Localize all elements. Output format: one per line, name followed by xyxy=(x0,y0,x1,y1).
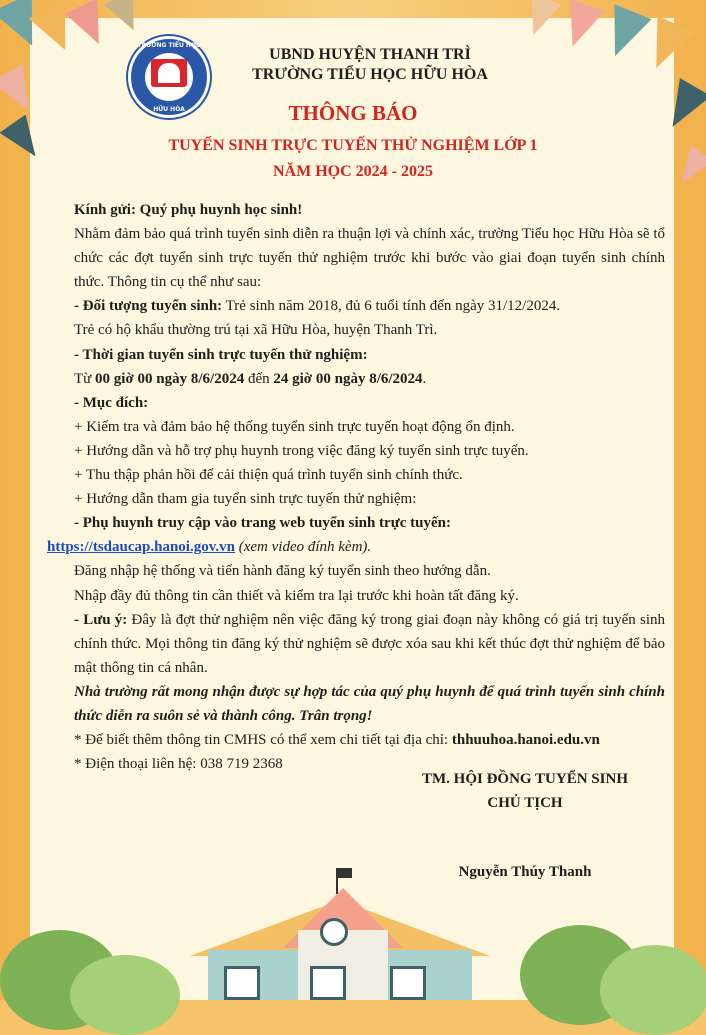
notice-subtitle: TUYỂN SINH TRỰC TUYẾN THỬ NGHIỆM LỚP 1 xyxy=(168,137,538,154)
target-line: - Đối tượng tuyển sinh: Trẻ sinh năm 2018, đủ 6 tuổi tính đến ngày 31/12/2024. xyxy=(74,298,561,315)
signer-name: Nguyễn Thúy Thanh xyxy=(458,864,592,880)
page-title: THÔNG BÁO xyxy=(288,101,418,125)
signature-org: TM. HỘI ĐỒNG TUYỂN SINH xyxy=(421,771,628,787)
school-name: TRƯỜNG TIỂU HỌC HỮU HÒA xyxy=(252,66,488,83)
school-website: thhuuhoa.hanoi.edu.vn xyxy=(451,732,600,749)
access-label: - Phụ huynh truy cập vào trang web tuyển sinh trực tuyến: xyxy=(74,515,451,532)
time-range: Từ 00 giờ 00 ngày 8/6/2024 đến 24 giờ 00 ngày 8/6/2024. xyxy=(74,370,427,387)
logo-text-top: TRƯỜNG TIỂU HỌC xyxy=(137,42,201,49)
access-line: https://tsdaucap.hanoi.gov.vn (xem video đính kèm). xyxy=(47,539,372,556)
step-login: Đăng nhập hệ thống và tiến hành đăng ký tuyển sinh theo hướng dẫn. xyxy=(74,563,491,580)
target-label: - Đối tượng tuyển sinh: xyxy=(74,298,223,315)
info-line: * Để biết thêm thông tin CMHS có thể xem chi tiết tại địa chỉ: thhuuhoa.hanoi.edu.vn xyxy=(74,732,600,749)
flag-icon xyxy=(338,868,352,878)
step-fill: Nhập đầy đủ thông tin cần thiết và kiểm tra lại trước khi hoàn tất đăng ký. xyxy=(74,587,519,604)
school-year: NĂM HỌC 2024 - 2025 xyxy=(273,163,433,180)
logo-text-bottom: HỮU HÒA xyxy=(153,106,185,113)
notice-body xyxy=(47,198,665,776)
purpose-item: + Hướng dẫn tham gia tuyển sinh trực tuyến thử nghiệm: xyxy=(74,491,417,508)
purpose-label: - Mục đích: xyxy=(74,394,149,411)
greeting: Kính gửi: Quý phụ huynh học sinh! xyxy=(74,202,303,218)
purpose-item: + Hướng dẫn và hỗ trợ phụ huynh trong việc đăng ký tuyển sinh trực tuyến. xyxy=(74,442,529,459)
purpose-item: + Kiểm tra và đảm bảo hệ thống tuyển sinh trực tuyến hoạt động ổn định. xyxy=(74,418,515,435)
closing-paragraph: Nhà trường rất mong nhận được sự hợp tác của quý phụ huynh để quá trình tuyển sinh chính thức diễn ra suôn sẻ và thành công. Trân trọng! xyxy=(74,683,665,724)
signature-role: CHỦ TỊCH xyxy=(487,795,563,811)
intro-paragraph: Nhằm đảm bảo quá trình tuyển sinh diễn ra thuận lợi và chính xác, trường Tiểu học Hữu Hòa sẽ tổ chức các đợt tuyển sinh trực tuyến thử nghiệm trước khi bước vào giai đoạn tuyển sinh chính thức. Thông tin cụ thể như sau: xyxy=(74,226,665,291)
authority-name: UBND HUYỆN THANH TRÌ xyxy=(269,46,471,63)
clock-icon xyxy=(320,918,348,946)
note-paragraph: - Lưu ý: Đây là đợt thử nghiệm nên việc đăng ký trong giai đoạn này không có giá trị tuyển sinh chính thức. Mọi thông tin đăng ký thử nghiệm sẽ được xóa sau khi kết thúc đợt thử nghiệm để bảo mật thông tin cá nhân. xyxy=(74,611,665,676)
enrollment-link[interactable]: https://tsdaucap.hanoi.gov.vn xyxy=(47,539,235,556)
purpose-item: + Thu thập phản hồi để cải thiện quá trình tuyển sinh chính thức. xyxy=(74,467,463,484)
phone-line: * Điện thoại liên hệ: 038 719 2368 xyxy=(74,756,283,773)
time-label: - Thời gian tuyển sinh trực tuyến thử nghiệm: xyxy=(74,346,368,363)
target-line-2: Trẻ có hộ khẩu thường trú tại xã Hữu Hòa, huyện Thanh Trì. xyxy=(74,322,438,339)
